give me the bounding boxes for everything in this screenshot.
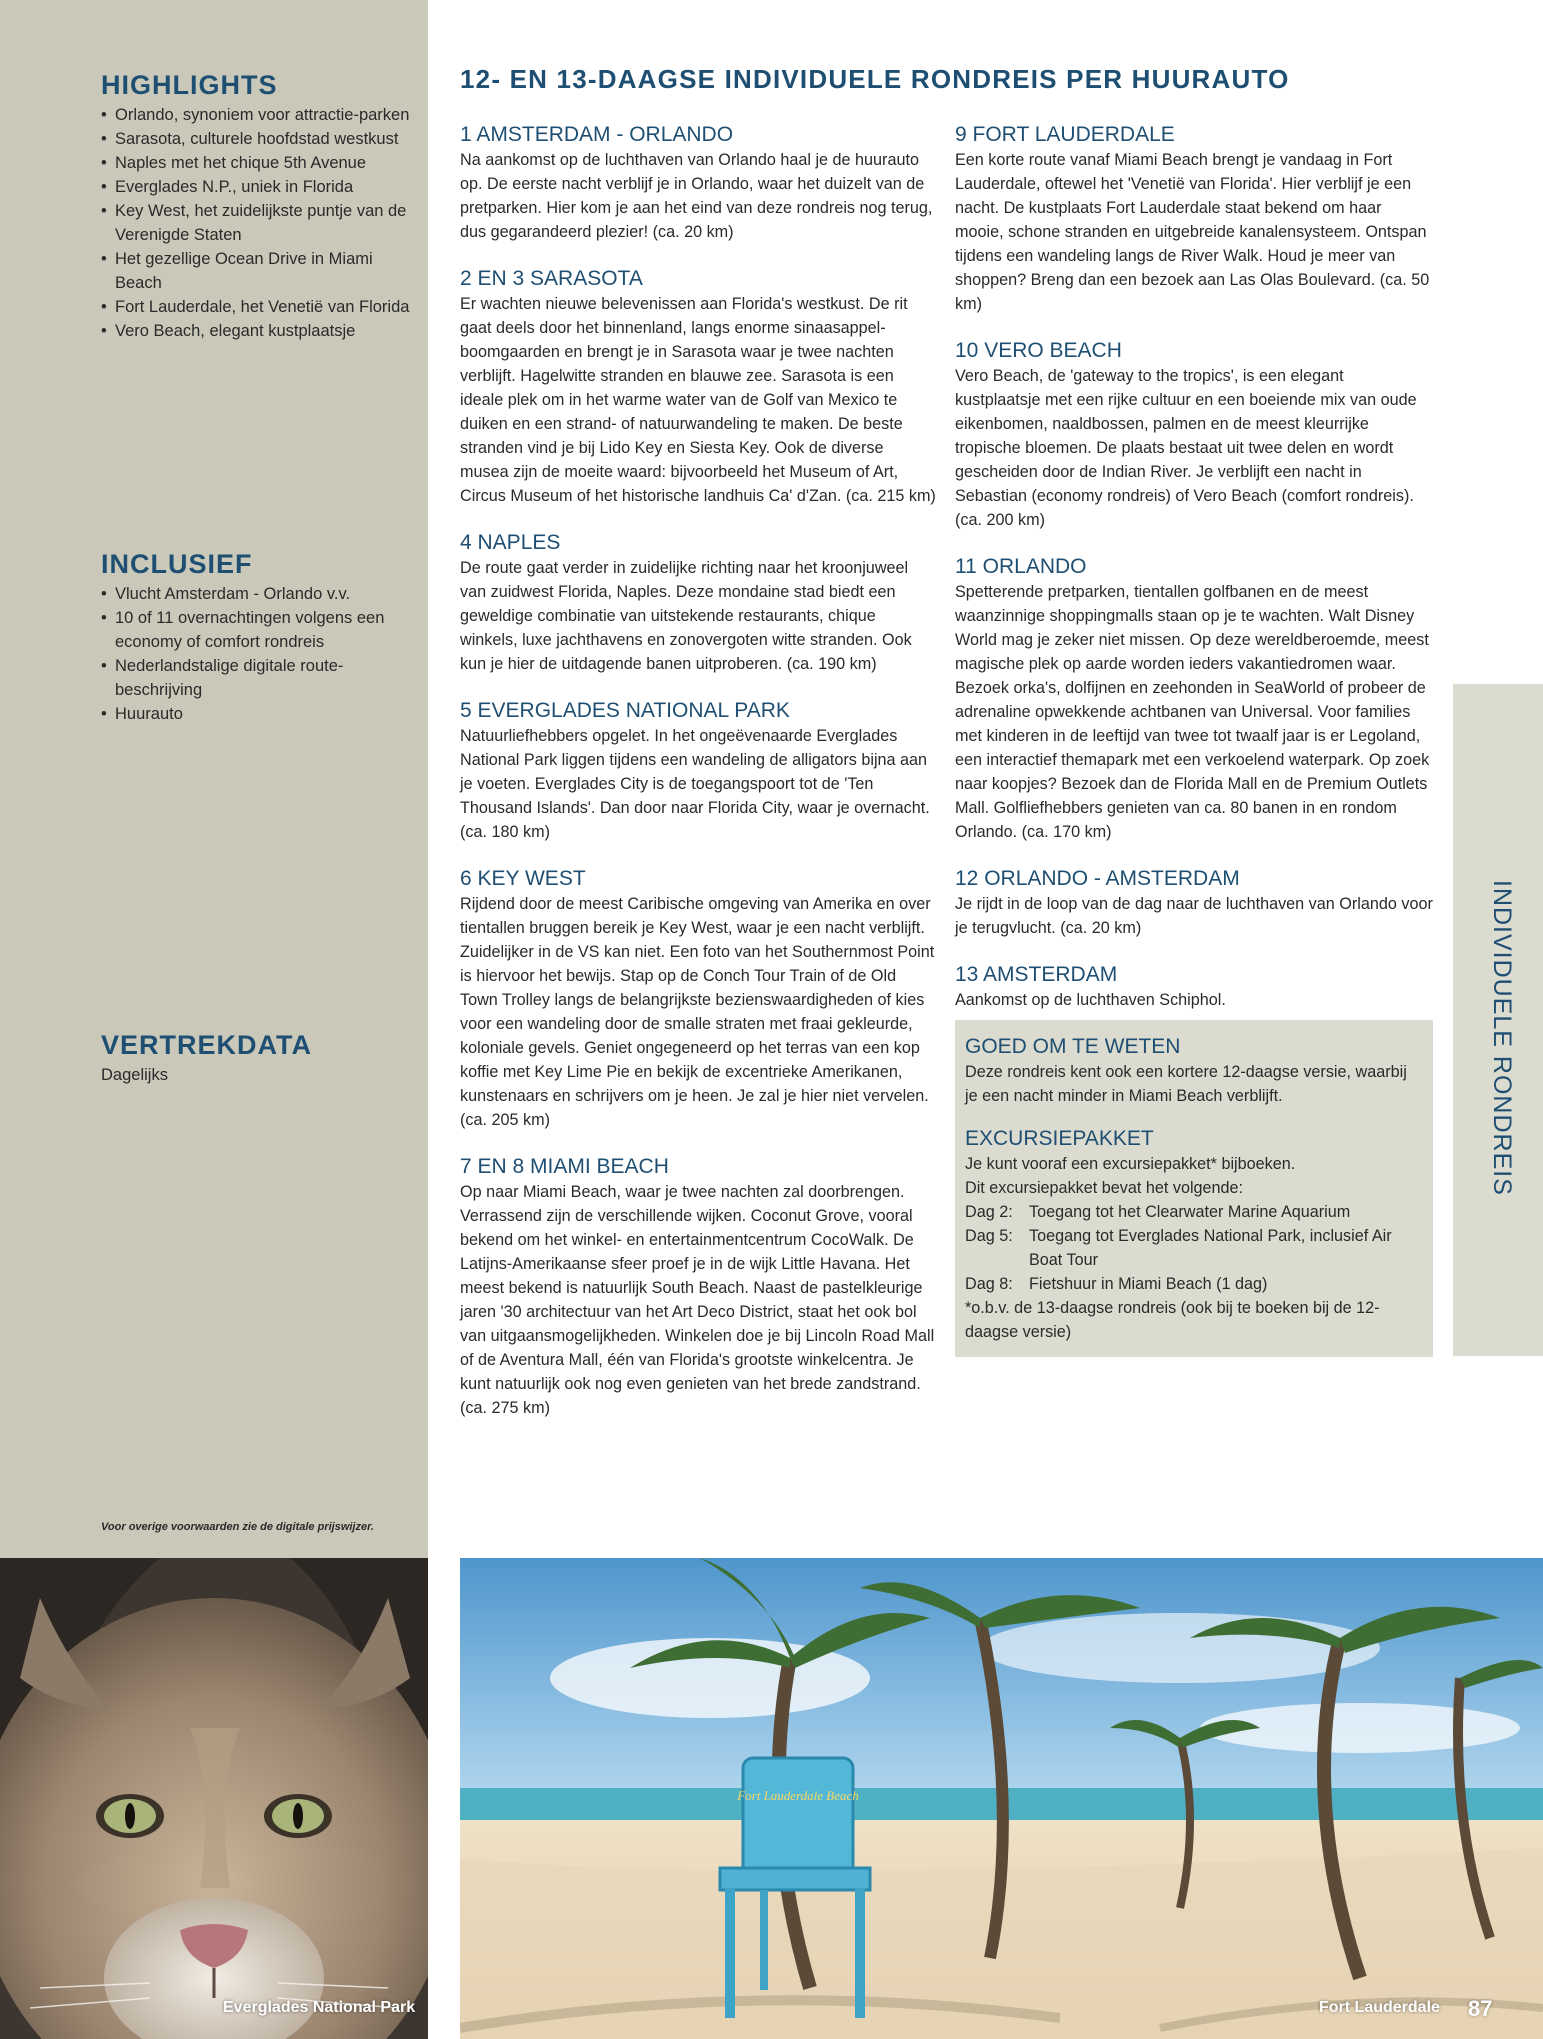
- photo-caption: Fort Lauderdale: [1319, 1999, 1440, 2016]
- excursie-text: Toegang tot Everglades National Park, inclusief Air Boat Tour: [1029, 1227, 1392, 1269]
- list-item: • Orlando, synoniem voor attractie-parken: [101, 103, 411, 127]
- puma-image: [0, 1558, 428, 2039]
- day-block: [955, 338, 1433, 532]
- list-item: • Everglades N.P., uniek in Florida: [101, 175, 411, 199]
- sidebar: [0, 0, 428, 1558]
- day-block: [460, 866, 936, 1132]
- list-item: • Het gezellige Ocean Drive in Miami Beach: [101, 247, 411, 295]
- day-text: Op naar Miami Beach, waar je twee nachten zal doorbrengen. Verrassend zijn de verschillende wijken. Coconut Grove, vooral bekend om het winkel- en entertainmentcentrum CocoWalk. De Latijns-Amerikaanse sfeer proef je in de wijk Little Havana. Het meest bekend is natuurlijk South Beach. Naast de pastelkleurige jaren '30 architectuur van het Art Deco District, staat het ook bol van uitgaansmogelijkheden. Winkelen doe je bij Lincoln Road Mall of de Aventura Mall, één van Florida's grootste winkelcentra. Je kunt natuurlijk ook nog even genieten van het brede zandstrand. (ca. 275 km): [460, 1183, 935, 1417]
- day-text: Er wachten nieuwe belevenissen aan Florida's westkust. De rit gaat deels door het binnenland, langs enorme sinaasappel-boomgaarden en brengt je in Sarasota waar je twee nachten verblijft. Hagelwitte stranden en blauwe zee. Sarasota is een ideale plek om in het warme water van de Golf van Mexico te duiken en een strand- of natuurwandeling te maken. De beste stranden vind je bij Lido Key en Siesta Key. Ook de diverse musea zijn de moeite waard: bijvoorbeeld het Museum of Art, Circus Museum of het historische landhuis Ca' d'Zan. (ca. 215 km): [460, 295, 936, 505]
- vertrekdata-heading: VERTREKDATA: [101, 1030, 312, 1060]
- itinerary-column-left: [460, 122, 936, 1442]
- day-title: 4 NAPLES: [460, 531, 561, 554]
- list-item: • Nederlandstalige digitale route-beschrijving: [101, 654, 411, 702]
- day-title: 12 ORLANDO - AMSTERDAM: [955, 867, 1240, 890]
- list-item: • Huurauto: [101, 702, 411, 726]
- excursie-item: [965, 1224, 1423, 1272]
- day-text: Je rijdt in de loop van de dag naar de luchthaven van Orlando voor je terugvlucht. (ca. 20 km): [955, 895, 1433, 937]
- list-item: • Key West, het zuidelijkste puntje van de Verenigde Staten: [101, 199, 411, 247]
- excursiepakket-title: EXCURSIEPAKKET: [965, 1127, 1154, 1150]
- highlights-heading: HIGHLIGHTS: [101, 70, 278, 100]
- day-title: 2 EN 3 SARASOTA: [460, 267, 643, 290]
- excursie-text: Toegang tot het Clearwater Marine Aquarium: [1029, 1203, 1351, 1221]
- side-tab-label: INDIVIDUELE RONDREIS: [1488, 880, 1516, 1196]
- excursiepakket-note: *o.b.v. de 13-daagse rondreis (ook bij te boeken bij de 12-daagse versie): [965, 1299, 1380, 1341]
- vertrekdata-section: [101, 1030, 411, 1087]
- info-box: [955, 1020, 1433, 1357]
- inclusief-section: [101, 549, 411, 726]
- day-text: De route gaat verder in zuidelijke richting naar het kroonjuweel van zuidwest Florida, Naples. Deze mondaine stad biedt een geweldige combinatie van uitstekende restaurants, chique winkels, luxe jachthavens en zonovergoten witte stranden. Ook kun je hier de uitdagende banen uitproberen. (ca. 190 km): [460, 559, 912, 673]
- highlights-list: [101, 103, 411, 343]
- list-item: • Naples met het chique 5th Avenue: [101, 151, 411, 175]
- highlights-section: [101, 70, 411, 343]
- list-item: • Vero Beach, elegant kustplaatsje: [101, 319, 411, 343]
- day-text: Aankomst op de luchthaven Schiphol.: [955, 991, 1226, 1009]
- page-number: 87: [1468, 1996, 1493, 2021]
- day-title: 7 EN 8 MIAMI BEACH: [460, 1155, 669, 1178]
- day-block: [955, 962, 1433, 1012]
- excursie-item: [965, 1272, 1423, 1296]
- day-title: 13 AMSTERDAM: [955, 963, 1118, 986]
- day-title: 10 VERO BEACH: [955, 339, 1122, 362]
- day-text: Een korte route vanaf Miami Beach brengt je vandaag in Fort Lauderdale, oftewel het 'Venetië van Florida'. Hier verblijf je een nacht. De kustplaats Fort Lauderdale staat bekend om haar mooie, schone stranden en uitgebreide kanalensysteem. Ontspan tijdens een wandeling langs de River Walk. Houd je meer van shoppen? Breng dan een bezoek aan Las Olas Boulevard. (ca. 50 km): [955, 151, 1430, 313]
- day-title: 11 ORLANDO: [955, 555, 1087, 578]
- day-title: 6 KEY WEST: [460, 867, 586, 890]
- day-title: 1 AMSTERDAM - ORLANDO: [460, 123, 734, 146]
- goed-om-te-weten-text: Deze rondreis kent ook een kortere 12-daagse versie, waarbij je een nacht minder in Miami Beach verblijft.: [965, 1063, 1407, 1105]
- list-item: • Fort Lauderdale, het Venetië van Florida: [101, 295, 411, 319]
- vertrekdata-text: Dagelijks: [101, 1066, 168, 1084]
- excursie-day: Dag 8:: [965, 1275, 1013, 1293]
- day-block: [955, 866, 1433, 940]
- day-block: [460, 1154, 936, 1420]
- excursie-item: [965, 1200, 1423, 1224]
- page-title: 12- EN 13-DAAGSE INDIVIDUELE RONDREIS PER HUURAUTO: [460, 64, 1290, 94]
- day-text: Na aankomst op de luchthaven van Orlando haal je de huurauto op. De eerste nacht verblijf je in Orlando, waar het duizelt van de pretparken. Hier kom je aan het eind van deze rondreis nog terug, dus gegarandeerd plezier! (ca. 20 km): [460, 151, 933, 241]
- excursiepakket-intro: Je kunt vooraf een excursiepakket* bijboeken.: [965, 1155, 1296, 1173]
- day-text: Spetterende pretparken, tientallen golfbanen en de meest waanzinnige shoppingmalls staan op je te wachten. Walt Disney World mag je zeker niet missen. Op deze wereldberoemde, meest magische plek op aarde worden ieders vakantiedromen waar. Bezoek orka's, dolfijnen en zeehonden in SeaWorld of probeer de adrenaline opwekkende achtbanen van Universal. Voor families met kinderen in de leeftijd van twee tot twaalf jaar is er Legoland, een interactief themapark met een verkoelend waterpark. Op zoek naar koopjes? Bezoek dan de Florida Mall en de Premium Outlets Mall. Golfliefhebbers genieten van ca. 80 banen in en rondom Orlando. (ca. 170 km): [955, 583, 1430, 841]
- footnote: Voor overige voorwaarden zie de digitale prijswijzer.: [101, 1521, 374, 1533]
- photo-puma: [0, 1558, 428, 2039]
- excursie-text: Fietshuur in Miami Beach (1 dag): [1029, 1275, 1268, 1293]
- day-title: 5 EVERGLADES NATIONAL PARK: [460, 699, 790, 722]
- day-text: Vero Beach, de 'gateway to the tropics', is een elegant kustplaatsje met een rijke cultuur en een boeiende mix van oude eikenbomen, naaldbossen, palmen en de meest kleurrijke tropische bloemen. De plaats bestaat uit twee delen en wordt gescheiden door de Indian River. Je verblijft een nacht in Sebastian (economy rondreis) of Vero Beach (comfort rondreis). (ca. 200 km): [955, 367, 1417, 529]
- excursiepakket-intro: Dit excursiepakket bevat het volgende:: [965, 1179, 1244, 1197]
- day-block: [460, 698, 936, 844]
- list-item: • Vlucht Amsterdam - Orlando v.v.: [101, 582, 411, 606]
- day-text: Rijdend door de meest Caribische omgeving van Amerika en over tientallen bruggen bereik je Key West, waar je een nacht verblijft. Zuidelijker in de VS kan niet. Een foto van het Southernmost Point is hiervoor het bewijs. Stap op de Conch Tour Train of de Old Town Trolley langs de belangrijkste bezienswaardigheden of kies voor een wandeling door de smalle straten met fraai gekleurde, koloniale gevels. Geniet ongegeneerd op het terras van een kop koffie met Key Lime Pie en bekijk de excentrieke Amerikanen, kunstenaars en schrijvers om je heen. Je zal je hier niet vervelen. (ca. 205 km): [460, 895, 935, 1129]
- day-block: [460, 266, 936, 508]
- list-item: • 10 of 11 overnachtingen volgens een economy of comfort rondreis: [101, 606, 411, 654]
- excursie-day: Dag 5:: [965, 1227, 1013, 1245]
- day-block: [460, 530, 936, 676]
- photo-caption: Everglades National Park: [223, 1999, 416, 2016]
- list-item: • Sarasota, culturele hoofdstad westkust: [101, 127, 411, 151]
- day-title: 9 FORT LAUDERDALE: [955, 123, 1175, 146]
- excursie-day: Dag 2:: [965, 1203, 1013, 1221]
- day-block: [460, 122, 936, 244]
- beach-image: [460, 1558, 1543, 2039]
- day-block: [955, 554, 1433, 844]
- day-block: [955, 122, 1433, 316]
- photo-beach: [460, 1558, 1543, 2039]
- goed-om-te-weten-title: GOED OM TE WETEN: [965, 1035, 1181, 1058]
- inclusief-heading: INCLUSIEF: [101, 549, 253, 579]
- itinerary-column-right: [955, 122, 1433, 1034]
- chair-text: Fort Lauderdale Beach: [737, 1788, 859, 1803]
- inclusief-list: [101, 582, 411, 726]
- day-text: Natuurliefhebbers opgelet. In het ongeëvenaarde Everglades National Park liggen tijdens een wandeling de alligators bijna aan je voeten. Everglades City is de toegangspoort tot de 'Ten Thousand Islands'. Dan door naar Florida City, waar je overnacht. (ca. 180 km): [460, 727, 930, 841]
